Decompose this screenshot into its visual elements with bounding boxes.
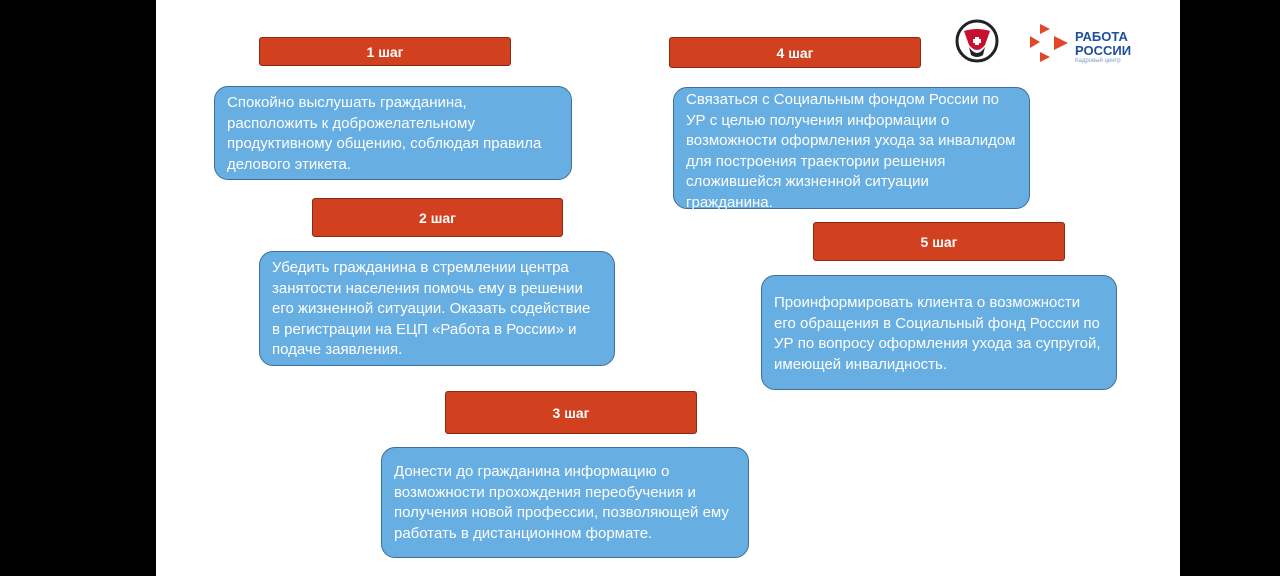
step-2-header: 2 шаг — [312, 198, 563, 237]
step-1-header: 1 шаг — [259, 37, 511, 66]
rabota-rossii-logo-icon — [1028, 22, 1072, 66]
udmurtia-emblem-icon — [955, 19, 999, 63]
logo-line2: РОССИИ — [1075, 43, 1132, 58]
logo-line1: РАБОТА — [1075, 29, 1128, 44]
step-4-text: Связаться с Социальным фондом России по УР с целью получения информации о возможности оформления ухода за инвалидом для построения траектории решения сложившейся жизненной ситуации гражданина. — [673, 87, 1030, 209]
step-5-header: 5 шаг — [813, 222, 1065, 261]
step-4-header: 4 шаг — [669, 37, 921, 68]
logo-title — [1075, 30, 1131, 58]
logo-subtitle: Кадровый центр — [1075, 58, 1121, 64]
step-3-header: 3 шаг — [445, 391, 697, 434]
step-2-text: Убедить гражданина в стремлении центра занятости населения помочь ему в решении его жизненной ситуации. Оказать содействие в регистрации на ЕЦП «Работа в России» и подаче заявления. — [259, 251, 615, 366]
step-5-text: Проинформировать клиента о возможности его обращения в Социальный фонд России по УР по вопросу оформления ухода за супругой, имеющей инвалидность. — [761, 275, 1117, 390]
step-1-text: Спокойно выслушать гражданина, расположить к доброжелательному продуктивному общению, соблюдая правила делового этикета. — [214, 86, 572, 180]
step-3-text: Донести до гражданина информацию о возможности прохождения переобучения и получения новой профессии, позволяющей ему работать в дистанционном формате. — [381, 447, 749, 558]
